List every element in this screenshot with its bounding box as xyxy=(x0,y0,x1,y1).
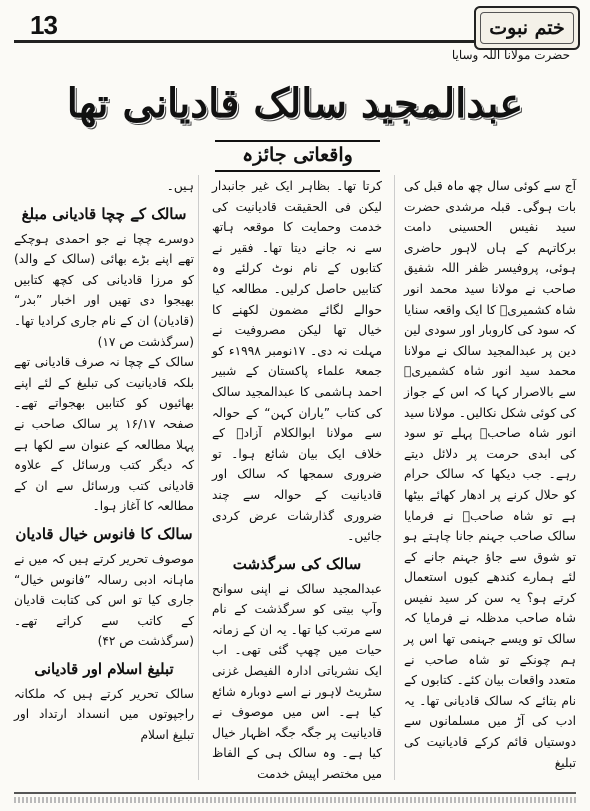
article-column-1 xyxy=(404,176,576,796)
column-divider xyxy=(198,175,199,780)
paragraph: دوسرے چچا نے جو احمدی ہوچکے تھے اپنے بڑے بھائی (سالک کے والد) کو مرزا قادیانی کی کچھ کتابیں بھیجوا دی تھیں اور اخبار ”بدر“ (قادیان) ان کے نام جاری کرادیا تھا۔ (سرگذشت ص ۱۷) xyxy=(14,231,194,349)
paragraph: کرتا تھا۔ بظاہر ایک غیر جانبدار لیکن فی الحقیقت قادیانیت کی خدمت وحمایت کا موقعہ ہاتھ سے نہ جانے دیتا تھا۔ فقیر نے کتابوں کے نام نوٹ کرلئے وہ کتابیں حاصل کرلیں۔ مطالعہ کیا حوالے لگائے مضمون لکھنے کا خیال تھا لیکن مصروفیت نے مہلت نہ دی۔ ۱۷نومبر ۱۹۹۸ء کو جمعۃ علماء پاکستان کے شبیر احمد ہاشمی کا عبدالمجید سالک کی کتاب ”یاران کہن“ کے حوالہ سے مولانا ابوالکلام آزادؒ کے خلاف ایک بیان شائع ہوا۔ تو ضروری سمجھا کہ سالک اور قادیانیت کے حوالہ سے چند ضروری گذارشات عرض کردی جائیں۔ xyxy=(212,179,383,544)
header-rule xyxy=(14,40,484,43)
article-subtitle: واقعاتی جائزہ xyxy=(215,140,380,172)
article-column-2 xyxy=(212,176,382,796)
paragraph: سالک کے چچا نہ صرف قادیانی تھے بلکہ قادیانیت کی تبلیغ کے لئے اپنے بھائیوں کو کتابیں بھجواتے تھے۔ صفحہ ۱۶/۱۷ پر سالک صاحب نے پہلا مطالعہ کے عنوان سے لکھا ہے کہ دیگر کتب ورسائل کے علاوہ قادیانی کتب ورسائل سے ان کے مطالعہ کا آغاز ہوا۔ xyxy=(14,355,194,514)
author-byline: حضرت مولانا اللہ وسایا xyxy=(451,48,570,62)
footer-rule xyxy=(14,792,576,794)
section-heading: سالک کے چچا قادیانی مبلغ xyxy=(21,204,187,223)
paragraph: آج سے کوئی سال چھ ماہ قبل کی بات ہوگی۔ قبلہ مرشدی حضرت سید نفیس الحسینی دامت برکاتہم کے ہاں لاہور حاضری ہوئی، پروفیسر ظفر اللہ شفیق صاحب نے مولانا سید محمد انور شاہ کشمیریؒ کا ایک واقعہ سنایا کہ سود کی کاروبار اور سودی لین دین پر عبدالمجید سالک نے مولانا محمد سید انور شاہ کشمیریؒ سے بالاصرار کہا کہ اس کے جواز کی کوئی شکل نکالیں۔ مولانا سید انور شاہ صاحبؒ پہلے تو سود کی ابدی حرمت پر دلائل دیتے رہے۔ جب دیکھا کہ سالک حرام کو حلال کرنے پر ادھار کھائے بیٹھا ہے تو شاہ صاحبؒ نے فرمایا سالک صاحب جہنم جانا چاہتے ہو تو شوق سے جاؤ جہنم جانے کے لئے ہمارے کندھے کیوں استعمال کرتے ہو؟ یہ سن کر سید نفیس شاہ صاحب مدظلہ نے فرمایا کہ سالک تو ویسے جہنمی تھا اس پر ہم چونکے تو شاہ صاحب نے متعدد واقعات بیان کئے۔ کتابوں کے نام بتائے کہ سالک قادیانی تھا۔ یہ ادب کی آڑ میں مسلمانوں سے دوستیاں قائم کرکے قادیانیت کی تبلیغ xyxy=(404,179,576,770)
page-number: 13 xyxy=(30,10,57,40)
column-divider xyxy=(394,175,395,780)
section-heading: تبلیغ اسلام اور قادیانی xyxy=(34,659,174,678)
article-column-3 xyxy=(14,176,194,796)
paragraph: عبدالمجید سالک نے اپنی سوانح وآپ بیتی کو سرگذشت کے نام سے مرتب کیا تھا۔ یہ ان کے زمانہ حیات میں چھپ گئی تھی۔ اب ایک نشریاتی ادارہ الفیصل غزنی سٹریٹ لاہور نے اسے دوبارہ شائع کیا ہے۔ اس میں موصوف نے قادیانیت پر جگہ جگہ اظہار خیال کیا ہے۔ وہ سالک ہی کے الفاظ میں مختصر اپیش خدمت xyxy=(212,581,382,782)
article-title: عبدالمجید سالک قادیانی تھا xyxy=(66,80,524,127)
paragraph: موصوف تحریر کرتے ہیں کہ میں نے ماہانہ ادبی رسالہ ”فانوس خیال“ جاری کیا تو اس کی کتابت قادیان کے کاتب سے کراتے تھے۔ (سرگذشت ص ۴۲) xyxy=(14,551,194,649)
paragraph: ہیں۔ xyxy=(166,179,194,193)
section-heading: سالک کی سرگذشت xyxy=(232,554,362,573)
footer-ornament xyxy=(14,797,576,803)
section-heading: سالک کا فانوس خیال قادیان xyxy=(15,524,193,543)
paragraph: سالک تحریر کرتے ہیں کہ ملکانہ راجپوتوں میں انسداد ارتداد اور تبلیغ اسلام xyxy=(14,686,194,743)
magazine-logo: ختم نبوت xyxy=(474,6,580,50)
